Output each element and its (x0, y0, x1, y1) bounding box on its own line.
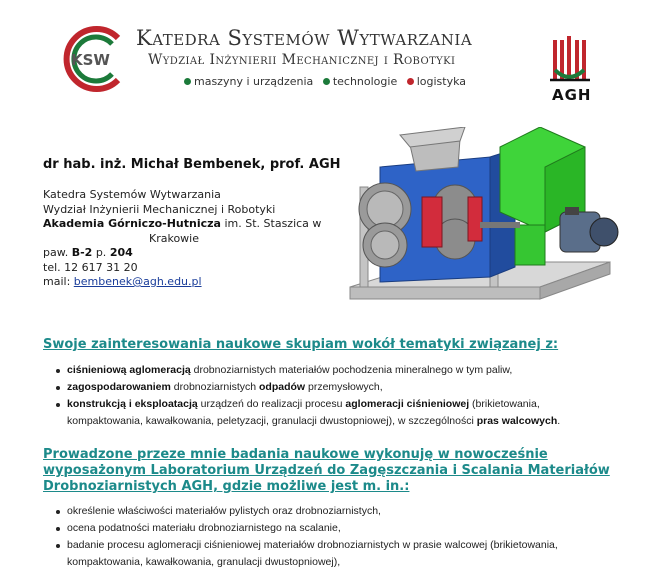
item-bold: aglomeracji ciśnieniowej (345, 398, 470, 410)
room-mid: p. (95, 246, 107, 259)
agh-label: AGH (552, 86, 592, 104)
item-text: . (557, 415, 561, 427)
tag-item (184, 75, 313, 88)
item-text: drobnoziarnistych materiałów pochodzenia mineralnego w tym paliw, (190, 364, 513, 376)
list-item (43, 396, 613, 430)
item-bold: ciśnieniową aglomeracją (67, 364, 191, 376)
email-link[interactable]: bembenek@agh.edu.pl (73, 275, 202, 288)
ksw-logo-text: KSW (71, 51, 110, 69)
interests-heading: Swoje zainteresowania naukowe skupiam wokół tematyki związanej z: (43, 337, 559, 352)
profile-city: Krakowie (149, 231, 200, 245)
ksw-logo (60, 24, 130, 94)
profile-mail (43, 275, 321, 290)
dot-icon (323, 78, 330, 85)
item-text: drobnoziarnistych (170, 381, 259, 393)
item-text: urządzeń do realizacji procesu (197, 398, 346, 410)
tag-label: logistyka (416, 75, 467, 88)
profile-name: dr hab. inż. Michał Bembenek, prof. AGH (43, 157, 341, 172)
tag-item (323, 75, 397, 88)
room-building: B-2 (71, 246, 93, 259)
dot-icon (184, 78, 191, 85)
item-bold: zagospodarowaniem (67, 381, 171, 393)
item-text: (brikietowania, kompaktowania, kawałkowania, peletyzacji, granulacji dwustopniowej), w szczególności (67, 398, 540, 427)
profile-department: Katedra Systemów Wytwarzania (43, 188, 221, 201)
tag-label: technologie (332, 75, 398, 88)
profile-faculty: Wydział Inżynierii Mechanicznej i Robotyki (43, 202, 276, 216)
profile-room (43, 246, 321, 261)
list-item: badanie procesu aglomeracji ciśnieniowej materiałów drobnoziarnistych w prasie walcowej (brikietowania, kompaktowania, kawałkowania, granulacji dwustopniowej), (43, 537, 613, 571)
list-item (43, 362, 613, 379)
department-title: Katedra Systemów Wytwarzania (136, 26, 473, 50)
dot-icon (407, 78, 414, 85)
room-number: 204 (109, 246, 133, 259)
list-item (43, 379, 613, 396)
profile-phone: tel. 12 617 31 20 (43, 260, 138, 274)
tag-list (184, 75, 472, 88)
item-text: przemysłowych, (305, 381, 383, 393)
academy-rest: im. St. Staszica w (224, 217, 322, 230)
academy-name: Akademia Górniczo-Hutnicza (43, 217, 221, 230)
mail-prefix: mail: (43, 275, 71, 288)
profile-academy (43, 217, 321, 232)
item-bold: konstrukcją i eksploatacją (67, 398, 198, 410)
roller-press-image (340, 127, 623, 317)
research-heading: Prowadzone przeze mnie badania naukowe wykonuję w nowocześnie wyposażonym Laboratorium Urządzeń do Zagęszczania i Scalania Materiałów Drobnoziarnistych AGH, gdzie możliwe jest m. in.: (43, 447, 610, 494)
interests-list (43, 362, 613, 430)
research-list (43, 503, 613, 571)
list-item: ocena podatności materiału drobnoziarnistego na scalanie, (43, 520, 613, 537)
item-bold: pras walcowych (476, 415, 558, 427)
tag-item (407, 75, 466, 88)
tag-label: maszyny i urządzenia (194, 75, 314, 88)
page-header (0, 0, 650, 115)
list-item: określenie właściwości materiałów pylistych oraz drobnoziarnistych, (43, 503, 613, 520)
profile-info (43, 188, 321, 290)
faculty-title: Wydział Inżynierii Mechanicznej i Robotyki (148, 52, 456, 68)
room-prefix: paw. (43, 246, 69, 259)
item-bold: odpadów (259, 381, 306, 393)
